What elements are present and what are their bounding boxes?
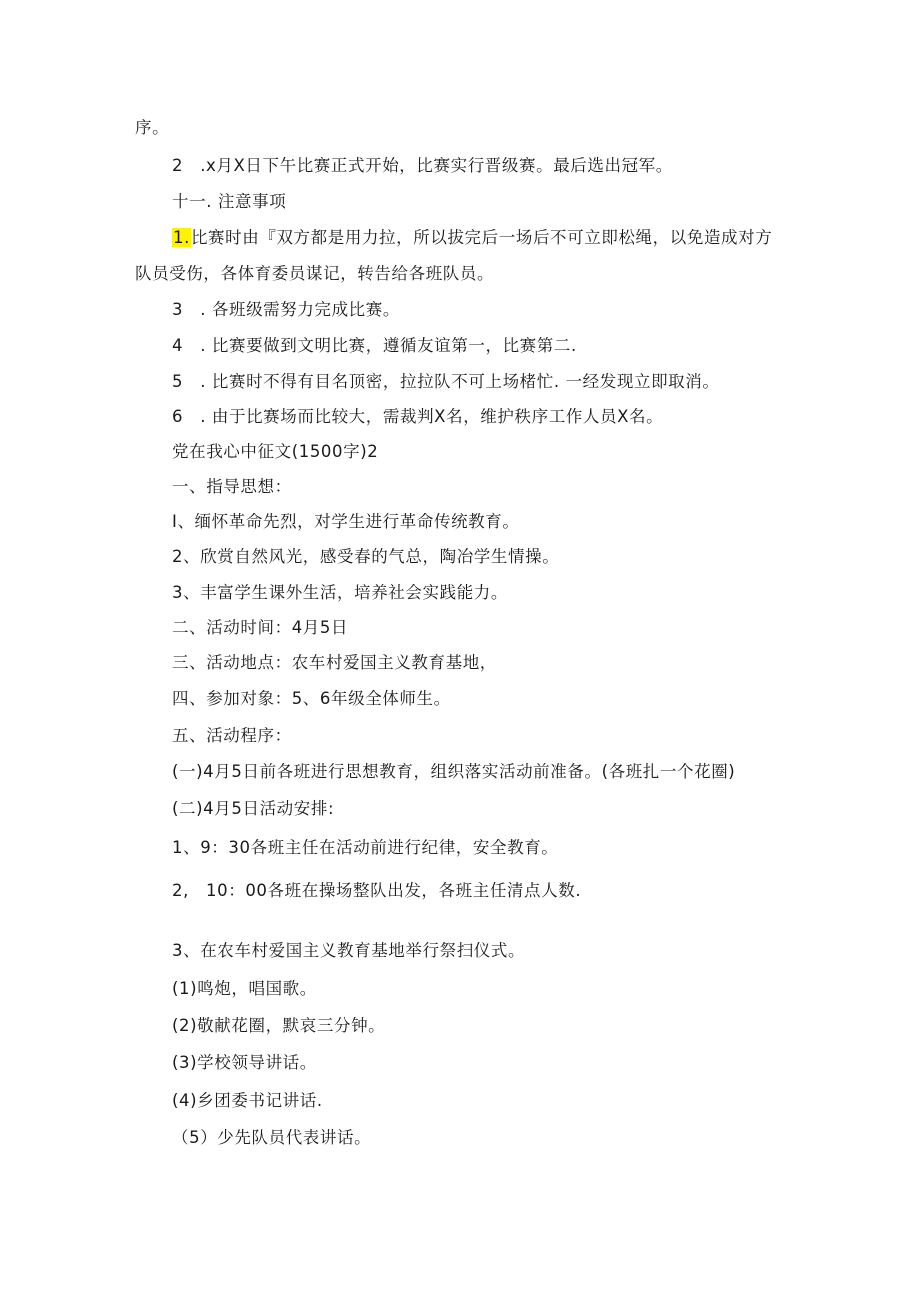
list-item: 2、欣赏自然风光，感受春的气总，陶冶学生情操。 <box>172 547 560 566</box>
text-line: (二)4月5日活动安排: <box>172 799 335 818</box>
section-heading: 一、指导思想： <box>172 477 292 496</box>
list-item: (4)乡团委书记讲话. <box>172 1091 323 1110</box>
list-item: 3、丰富学生课外生活，培养社会实践能力。 <box>172 583 508 602</box>
section-heading: 五、活动程序： <box>172 726 292 745</box>
text-line: 6 . 由于比赛场而比较大，需裁判X名，维护秩序工作人员X名。 <box>172 407 664 426</box>
section-heading: 三、活动地点：农车村爱国主义教育基地， <box>172 653 497 672</box>
section-heading: 十一. 注意事项 <box>172 192 287 211</box>
text-line: 5 . 比赛时不得有目名顶密，拉拉队不可上场楮忙. 一经发现立即取消。 <box>172 372 720 391</box>
list-item: 1、9：30各班主任在活动前进行纪律，安全教育。 <box>172 838 559 857</box>
document-title: 党在我心中征文(1500字)2 <box>172 442 379 461</box>
list-item: 2, 10：00各班在操场整队出发，各班主任清点人数. <box>172 881 582 900</box>
text-line: 4 . 比赛要做到文明比赛，遵循友谊第一，比赛第二. <box>172 336 577 355</box>
text-line: 序。 <box>135 118 170 137</box>
text-line-content: 比赛时由『双方都是用力拉，所以拔完后一场后不可立即松绳，以免造成对方 <box>190 228 773 247</box>
section-heading: 四、参加对象：5、6年级全体师生。 <box>172 689 451 708</box>
highlight-marker: 1. <box>173 228 190 247</box>
text-line: 队员受伤，各体育委员谋记，转告给各班队员。 <box>135 264 495 283</box>
text-line <box>172 227 772 249</box>
text-line: (一)4月5日前各班进行思想教育，组织落实活动前准备。(各班扎一个花圈) <box>172 762 736 781</box>
list-item: (1)鸣炮，唱国歌。 <box>172 979 317 998</box>
list-item: （5）少先队员代表讲话。 <box>172 1128 372 1147</box>
list-item: 3、在农车村爱国主义教育基地举行祭扫仪式。 <box>172 941 526 960</box>
text-line: 2 .x月X日下午比赛正式开始，比赛实行晋级赛。最后选出冠军。 <box>172 156 673 175</box>
list-item: I、缅怀革命先烈，对学生进行革命传统教育。 <box>172 512 520 531</box>
list-item: (2)敬献花圈，默哀三分钟。 <box>172 1016 386 1035</box>
list-item: (3)学校领导讲话。 <box>172 1053 317 1072</box>
section-heading: 二、活动时间：4月5日 <box>172 618 349 637</box>
text-line: 3 . 各班级需努力完成比赛。 <box>172 300 400 319</box>
